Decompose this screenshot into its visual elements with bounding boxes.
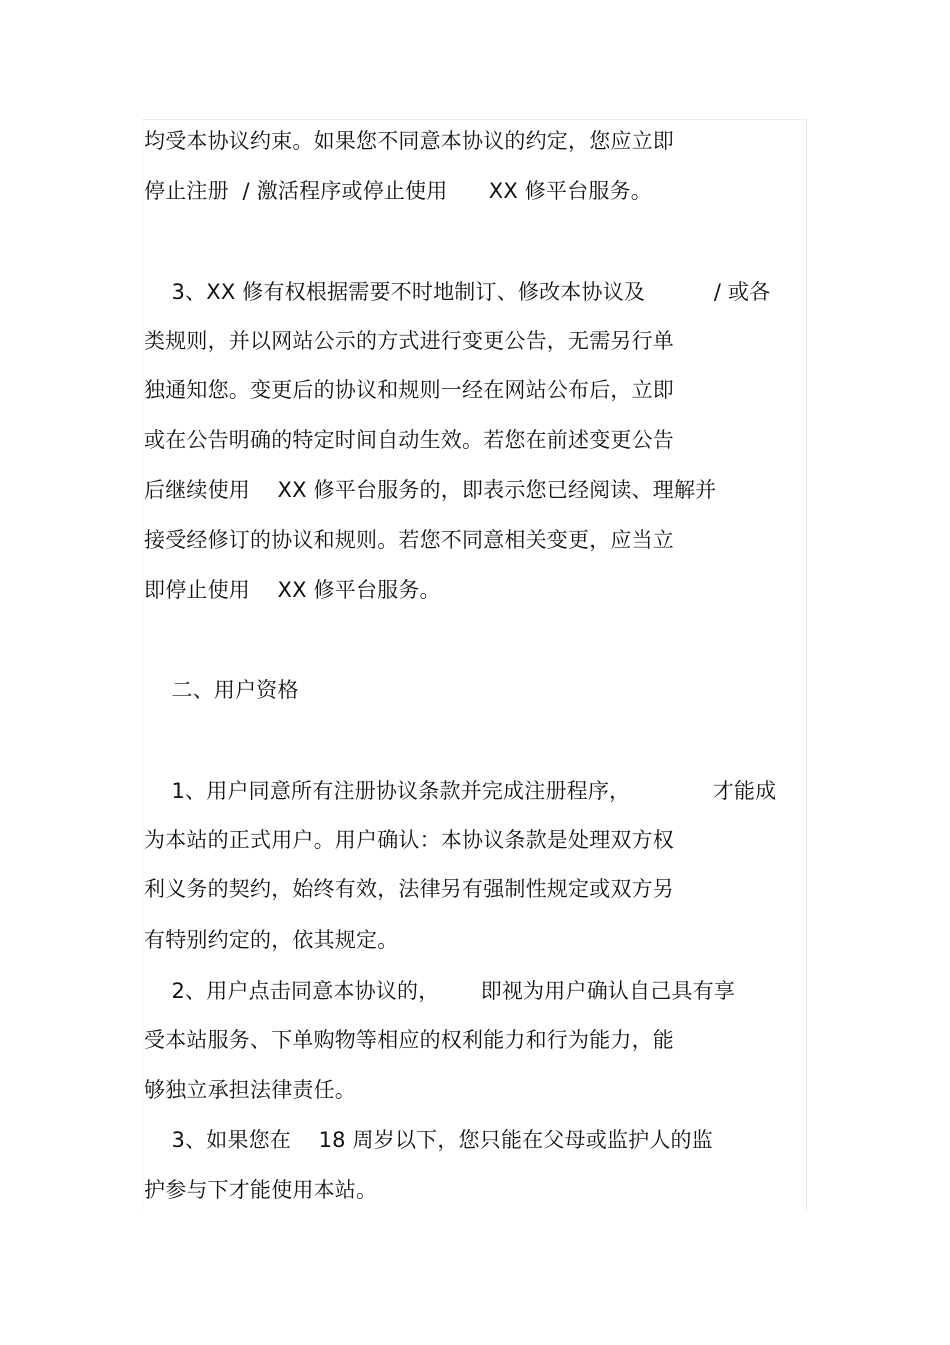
text-line-19: 护参与下才能使用本站。 xyxy=(144,1178,378,1202)
text-line-16: 受本站服务、下单购物等相应的权利能力和行为能力，能 xyxy=(144,1028,674,1052)
text-line-18: 3、如果您在 18 周岁以下，您只能在父母或监护人的监 xyxy=(144,1128,713,1152)
text-line-6: 或在公告明确的特定时间自动生效。若您在前述变更公告 xyxy=(144,428,674,452)
text-line-5: 独通知您。变更后的协议和规则一经在网站公布后，立即 xyxy=(144,378,674,402)
text-line-11: 1、用户同意所有注册协议条款并完成注册程序， 才能成 xyxy=(144,779,777,803)
text-line-15: 2、用户点击同意本协议的， 即视为用户确认自己具有享 xyxy=(144,979,736,1003)
text-line-12: 为本站的正式用户。用户确认：本协议条款是处理双方权 xyxy=(144,828,674,852)
text-line-8: 接受经修订的协议和规则。若您不同意相关变更，应当立 xyxy=(144,528,674,552)
section-heading-user-qualification: 二、用户资格 xyxy=(144,678,299,702)
text-line-7: 后继续使用 XX 修平台服务的，即表示您已经阅读、理解并 xyxy=(144,478,717,502)
text-line-2: 停止注册 / 激活程序或停止使用 XX 修平台服务。 xyxy=(144,179,652,203)
text-line-4: 类规则，并以网站公示的方式进行变更公告，无需另行单 xyxy=(144,329,674,353)
text-line-1: 均受本协议约束。如果您不同意本协议的约定，您应立即 xyxy=(144,129,674,153)
text-line-9: 即停止使用 XX 修平台服务。 xyxy=(144,578,441,602)
text-line-14: 有特别约定的，依其规定。 xyxy=(144,928,399,952)
text-line-13: 利义务的契约，始终有效，法律另有强制性规定或双方另 xyxy=(144,877,674,901)
text-line-17: 够独立承担法律责任。 xyxy=(144,1078,356,1102)
text-line-3: 3、XX 修有权根据需要不时地制订、修改本协议及 / 或各 xyxy=(144,280,771,304)
